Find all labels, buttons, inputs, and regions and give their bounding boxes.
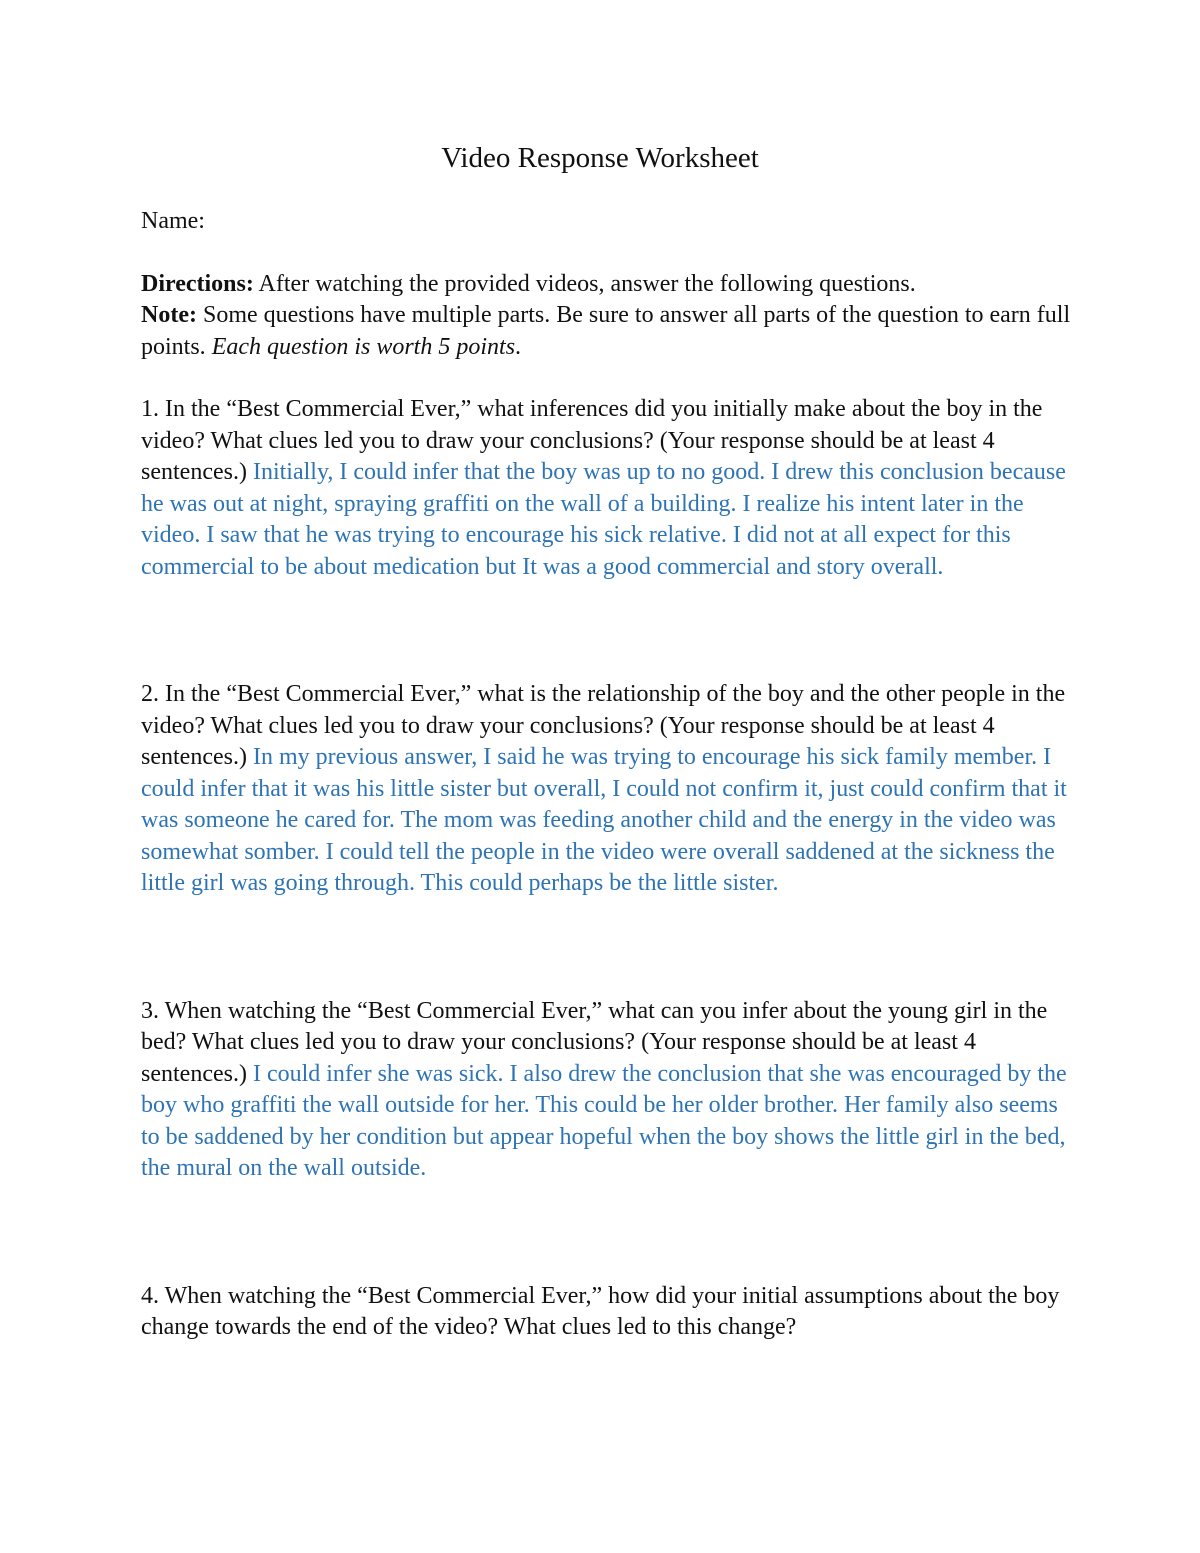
question-1 [141, 394, 1071, 583]
question-2-prompt: 2. In the “Best Commercial Ever,” what is the relationship of the boy and the other people in the video? What clues led you to draw your conclusions? (Your response should be at least 4 sentences.) [141, 681, 1066, 770]
question-3-prompt: 3. When watching the “Best Commercial Ever,” what can you infer about the young girl in the bed? What clues led you to draw your conclusions? (Your response should be at least 4 sentences.) [141, 997, 1048, 1087]
question-1-answer: Initially, I could infer that the boy was up to no good. I drew this conclusion because he was out at night, spraying graffiti on the wall of a building. I realize his intent later in the video. I saw that he was trying to encourage his sick relative. I did not at all expect for this commercial to be about medication but It was a good commercial and story overall. [141, 459, 1066, 580]
points-note: Each question is worth 5 points [211, 333, 516, 360]
page-title: Video Response Worksheet [441, 142, 759, 174]
directions-paragraph [141, 269, 1071, 364]
directions-label: Directions: [141, 270, 254, 297]
worksheet-page [141, 138, 1071, 1344]
note-end: . [515, 333, 522, 360]
question-1-prompt: 1. In the “Best Commercial Ever,” what inferences did you initially make about the boy in the video? What clues led you to draw your conclusions? (Your response should be at least 4 sentences.) [141, 396, 1043, 485]
note-label: Note: [141, 302, 197, 328]
question-4 [141, 1281, 1071, 1344]
question-3 [141, 996, 1071, 1185]
question-2-answer: In my previous answer, I said he was trying to encourage his sick family member. I could infer that it was his little sister but overall, I could not confirm it, just could confirm that it was someone he cared for. The mom was feeding another child and the energy in the video was somewhat somber. I could tell the people in the video were overall saddened at the sickness the little girl was going through. This could perhaps be the little sister. [141, 744, 1067, 896]
directions-text: After watching the provided videos, answer the following questions. [253, 270, 916, 297]
name-field-label: Name: [141, 208, 205, 234]
question-2 [141, 679, 1071, 900]
note-text: Some questions have multiple parts. Be sure to answer all parts of the question to earn full points. [141, 302, 1071, 360]
question-4-prompt: 4. When watching the “Best Commercial Ever,” how did your initial assumptions about the boy change towards the end of the video? What clues led to this change? [141, 1282, 1060, 1340]
question-3-answer: I could infer she was sick. I also drew the conclusion that she was encouraged by the boy who graffiti the wall outside for her. This could be her older brother. Her family also seems to be saddened by her condition but appear hopeful when the boy shows the little girl in the bed, the mural on the wall outside. [141, 1060, 1067, 1181]
